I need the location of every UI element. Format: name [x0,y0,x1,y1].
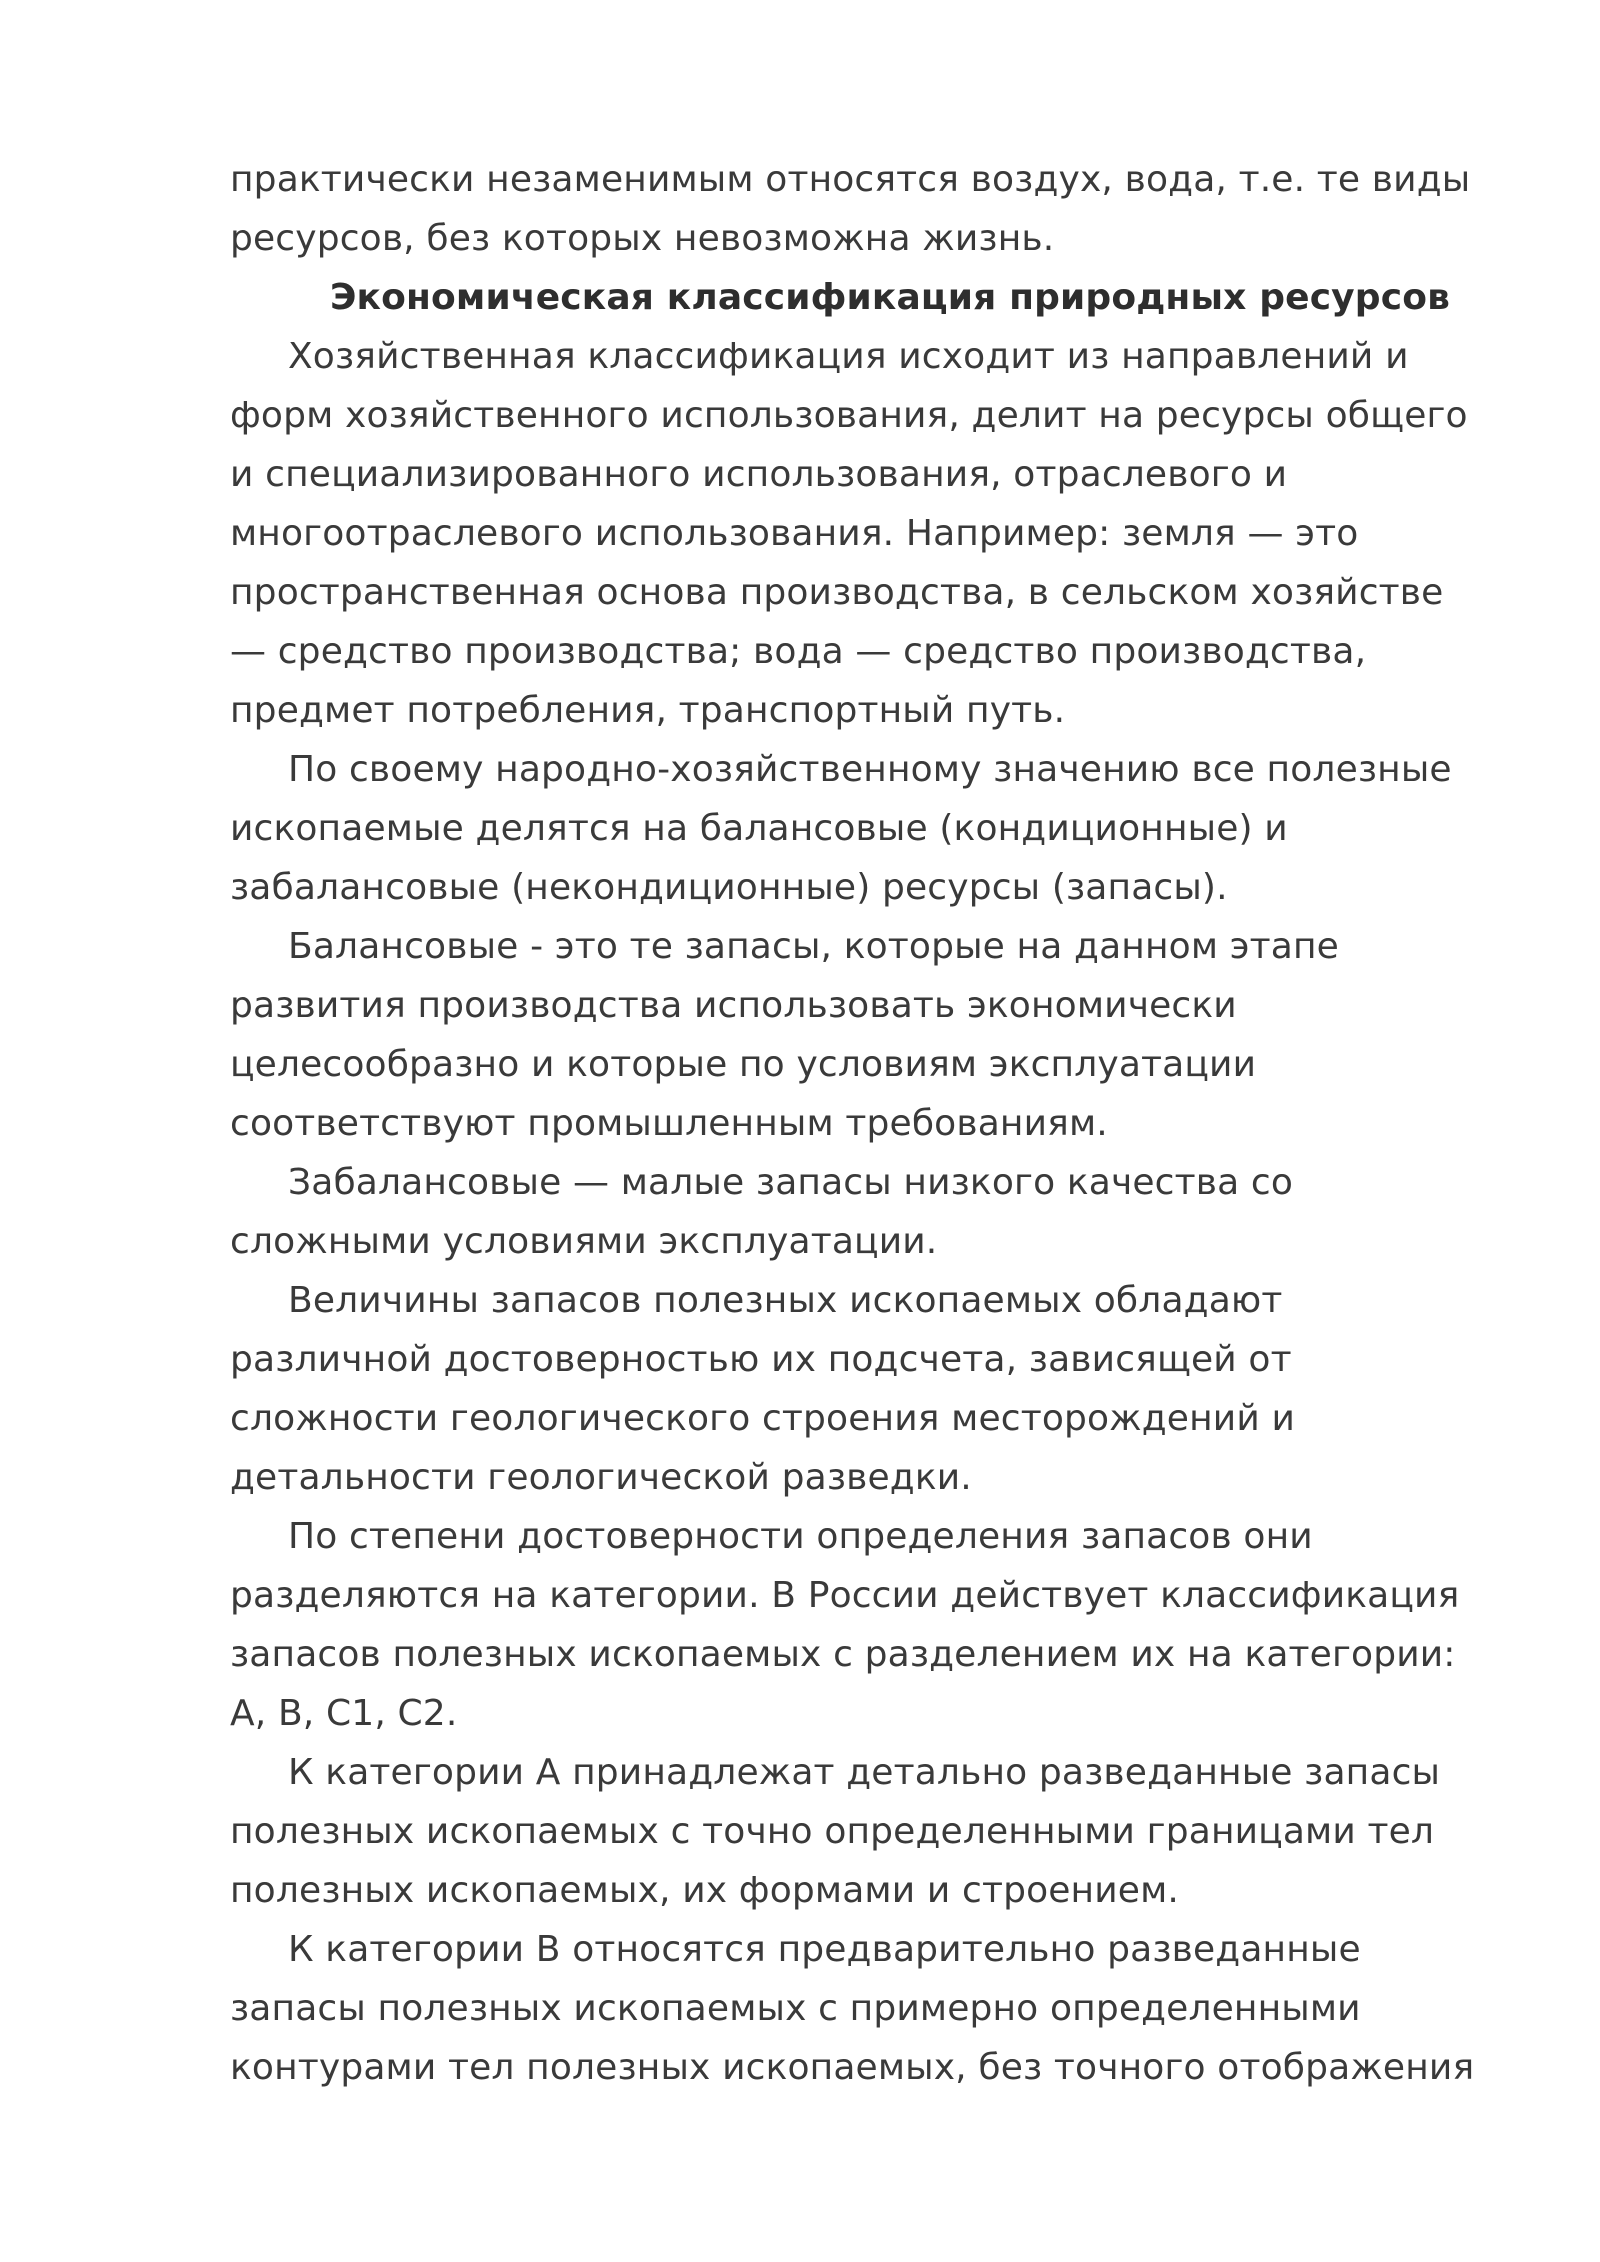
paragraph-economic-classification: Хозяйственная классификация исходит из направлений и форм хозяйственного использования, делит на ресурсы общего и специализированного использования, отраслевого и многоотраслевого использования. Например: земля — это пространственная основа производства, в сельском хозяйстве — средство производства; вода — средство производства, предмет потребления, транспортный путь. [230,336,1468,731]
paragraph-category-a: К категории А принадлежат детально разведанные запасы полезных ископаемых с точно определенными границами тел полезных ископаемых, их формами и строением. [230,1752,1441,1911]
paragraph-off-balance-reserves: Забалансовые — малые запасы низкого качества со сложными условиями эксплуатации. [230,1162,1294,1262]
section-heading: Экономическая классификация природных ресурсов [329,277,1451,318]
continuation-paragraph: практически незаменимым относятся воздух, вода, т.е. те виды ресурсов, без которых невозможна жизнь. [230,159,1471,259]
paragraph-national-significance: По своему народно-хозяйственному значению все полезные ископаемые делятся на балансовые (кондиционные) и забалансовые (некондиционные) ресурсы (запасы). [230,749,1452,908]
document-page [230,150,1490,2097]
paragraph-balance-reserves: Балансовые - это те запасы, которые на данном этапе развития производства использовать экономически целесообразно и которые по условиям эксплуатации соответствуют промышленным требованиям. [230,926,1339,1144]
paragraph-category-b: К категории В относятся предварительно разведанные запасы полезных ископаемых с примерно определенными контурами тел полезных ископаемых, без точного отображения [230,1929,1475,2088]
paragraph-reserve-categories: По степени достоверности определения запасов они разделяются на категории. В России действует классификация запасов полезных ископаемых с разделением их на категории: А, В, С1, С2. [230,1516,1460,1734]
paragraph-reserve-reliability: Величины запасов полезных ископаемых обладают различной достоверностью их подсчета, зависящей от сложности геологического строения месторождений и детальности геологической разведки. [230,1280,1296,1498]
